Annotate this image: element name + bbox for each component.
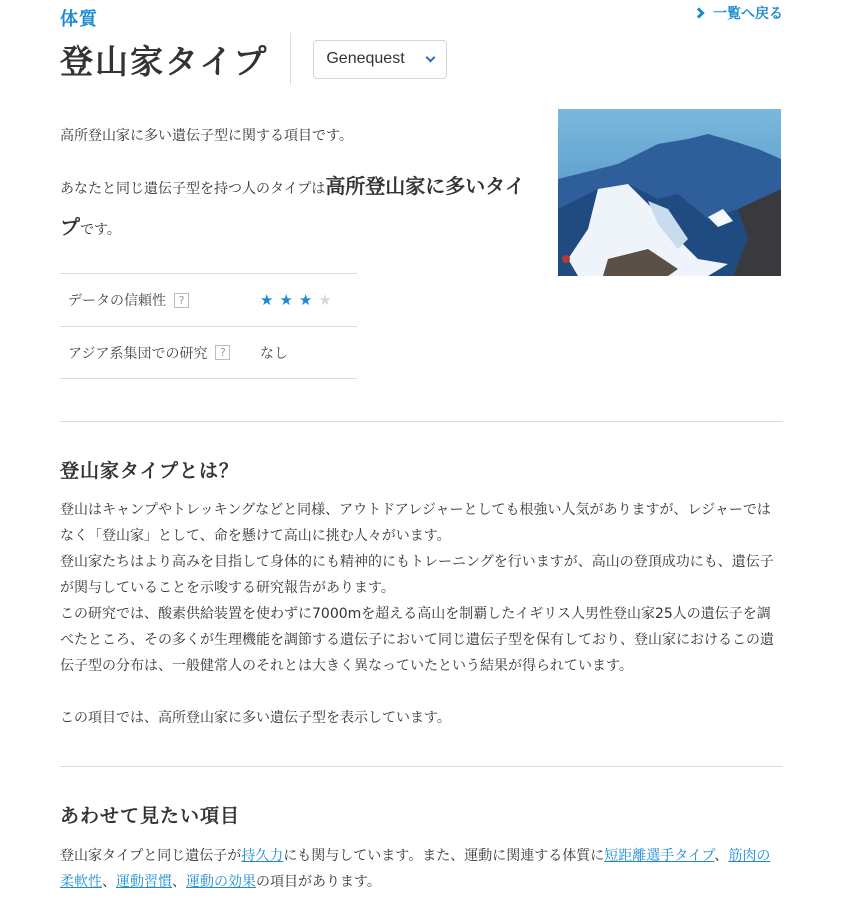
about-paragraph: この項目では、高所登山家に多い遺伝子型を表示しています。 bbox=[60, 710, 451, 726]
chevron-down-icon bbox=[426, 52, 436, 62]
intro bbox=[60, 125, 530, 249]
star-empty-icon: ★ bbox=[318, 291, 332, 309]
asian-study-value: なし bbox=[260, 345, 288, 362]
title-row bbox=[60, 32, 447, 86]
meta-label bbox=[60, 290, 260, 310]
related-section-title: あわせて見たい項目 bbox=[60, 805, 241, 827]
link-exercise-effect[interactable]: 運動の効果 bbox=[186, 874, 256, 890]
result-prefix: あなたと同じ遺伝子型を持つ人のタイプは bbox=[60, 181, 326, 197]
provider-select-value: Genequest bbox=[326, 50, 405, 67]
about-paragraph: 登山家たちはより高みを目指して身体的にも精神的にもトレーニングを行いますが、高山の登頂成功にも、遺伝子が関与していることを示唆する研究報告があります。 bbox=[60, 554, 774, 596]
intro-description: 高所登山家に多い遺伝子型に関する項目です。 bbox=[60, 128, 353, 144]
related-text: の項目があります。 bbox=[256, 874, 381, 890]
related-text: 登山家タイプと同じ遺伝子が bbox=[60, 848, 242, 864]
link-exercise-habit[interactable]: 運動習慣 bbox=[116, 874, 172, 890]
mountain-photo bbox=[558, 109, 781, 276]
help-icon[interactable]: ? bbox=[174, 293, 189, 308]
meta-table bbox=[60, 273, 357, 379]
page-title: 登山家タイプ bbox=[60, 41, 269, 81]
intro-result bbox=[60, 167, 530, 249]
star-filled-icon: ★ bbox=[279, 291, 293, 309]
asian-study-label: アジア系集団での研究 bbox=[68, 345, 208, 362]
about-body bbox=[60, 497, 783, 731]
separator: 、 bbox=[172, 874, 186, 890]
related-text: にも関与しています。また、運動に関連する体質に bbox=[283, 848, 605, 864]
separator: 、 bbox=[102, 874, 116, 890]
title-divider bbox=[290, 33, 291, 85]
back-to-list-link[interactable] bbox=[695, 3, 783, 23]
about-section-title: 登山家タイプとは？ bbox=[60, 460, 240, 482]
meta-row-asian-study bbox=[60, 326, 357, 379]
provider-select[interactable] bbox=[313, 40, 447, 79]
link-sprinter-type[interactable]: 短距離選手タイプ bbox=[604, 848, 715, 864]
category-label: 体質 bbox=[60, 9, 98, 30]
star-filled-icon: ★ bbox=[298, 291, 313, 309]
link-endurance[interactable]: 持久力 bbox=[241, 848, 284, 864]
link-muscle-flexibility[interactable]: 筋肉の柔軟性 bbox=[60, 848, 771, 890]
result-suffix: です。 bbox=[80, 222, 121, 238]
section-divider bbox=[60, 421, 783, 422]
separator: 、 bbox=[714, 848, 729, 864]
chevron-right-icon bbox=[693, 7, 704, 18]
meta-label bbox=[60, 343, 260, 363]
mountain-image-icon bbox=[558, 109, 781, 276]
star-filled-icon: ★ bbox=[260, 291, 274, 309]
related-body bbox=[60, 843, 783, 895]
section-divider bbox=[60, 766, 783, 767]
help-icon[interactable]: ? bbox=[215, 345, 230, 360]
about-paragraph: この研究では、酸素供給装置を使わずに7000mを超える高山を制覇したイギリス人男性登山家25人の遺伝子を調べたところ、その多くが生理機能を調節する遺伝子において同じ遺伝子型を保有しており、登山家におけるこの遺伝子型の分布は、一般健常人のそれとは大きく異なっていたという結果が得られています。 bbox=[60, 606, 774, 674]
back-link-label: 一覧へ戻る bbox=[713, 6, 783, 22]
result-value: 高所登山家に多いタイプ bbox=[60, 174, 525, 239]
about-paragraph: 登山はキャンプやトレッキングなどと同様、アウトドアレジャーとしても根強い人気がありますが、レジャーではなく「登山家」として、命を懸けて高山に挑む人々がいます。 bbox=[60, 502, 771, 544]
meta-row-reliability bbox=[60, 273, 357, 326]
reliability-label: データの信頼性 bbox=[68, 293, 166, 309]
reliability-stars bbox=[260, 291, 332, 309]
